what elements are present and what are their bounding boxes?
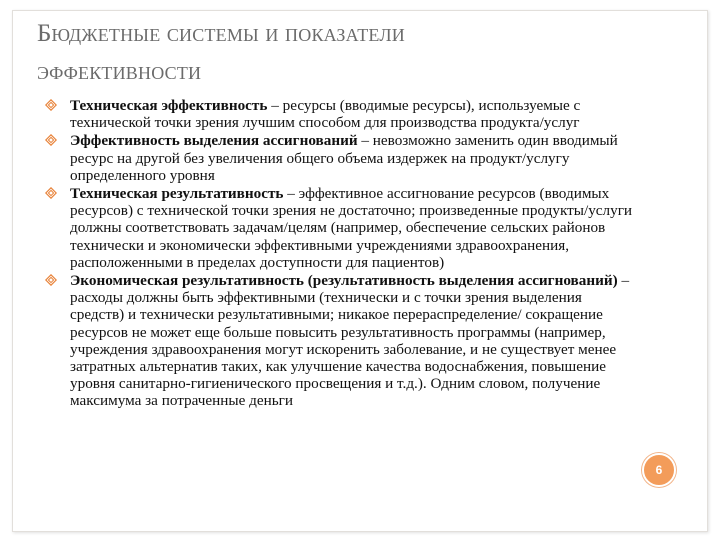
list-item [45,132,635,184]
title-line-2: эффективности [37,58,202,85]
item-term: Эффективность выделения ассигнований [70,132,358,150]
diamond-bullet-icon [45,187,57,199]
item-text: – расходы должны быть эффективными (технически и с точки зрения выделения средств) и технически результативными; никакое перераспределение/ сокращение ресурсов не может еще больше повысить результативность программы (например, учреждения здравоохранения могут искоренить заболевание, и не существует менее затратных альтернатив таких, как улучшение качества водоснабжения, повышение уровня санитарно-гигиенического просвещения и т.д.). Одним словом, получение максимума за потраченные деньги [70,272,630,410]
list-item [45,97,635,131]
bullet-list [45,97,635,411]
slide-title [37,15,657,91]
item-term: Техническая результативность [70,185,284,203]
item-text: – ресурсы (вводимые ресурсы), используемые с технической точки зрения лучшим способом для производства продукта/услуг [70,97,581,132]
diamond-bullet-icon [45,274,57,286]
item-text: – невозможно заменить один вводимый ресурс на другой без увеличения общего объема издержек на продукт/услугу определенного уровня [70,132,618,184]
item-term: Техническая эффективность [70,97,268,114]
item-text: – эффективное ассигнование ресурсов (вводимых ресурсов) с технической точки зрения не достаточно; произведенные продукты/услуги должны соответствовать задачам/целям (например, обеспечение сельских районов технически и экономически эффективными учреждениями здравоохранения, расположенными в пределах доступности для пациентов) [70,185,633,271]
page-number-badge: 6 [642,453,676,487]
diamond-bullet-icon [45,99,57,111]
list-item [45,185,635,271]
item-term: Экономическая результативность (результативность выделения ассигнований) [70,272,618,290]
title-line-1: Бюджетные системы и показатели [37,20,405,47]
diamond-bullet-icon [45,134,57,146]
list-item [45,272,635,410]
